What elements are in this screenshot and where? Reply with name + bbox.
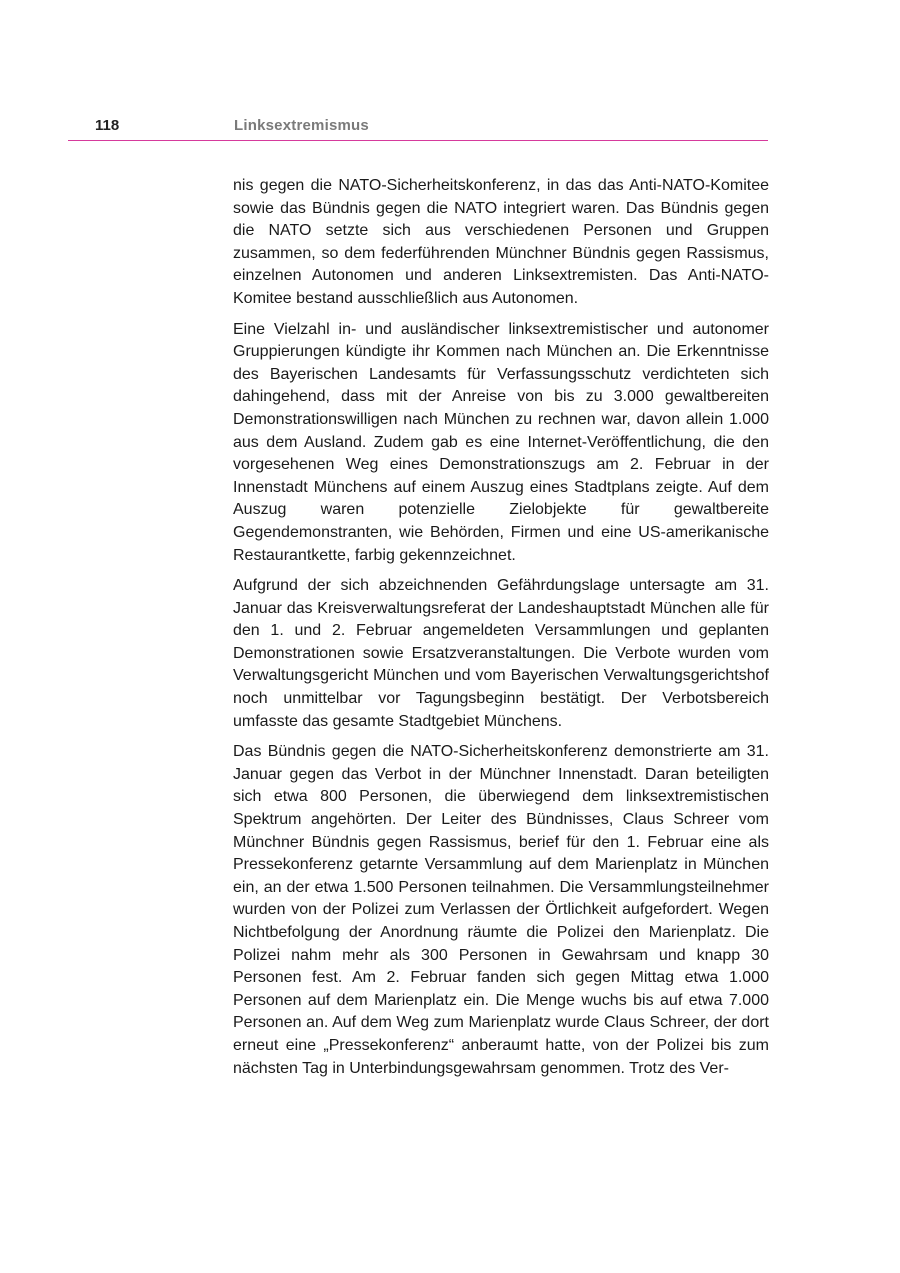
paragraph: Aufgrund der sich abzeichnenden Gefährdungslage untersagte am 31. Januar das Kreisverwaltungsreferat der Landeshauptstadt München alle für den 1. und 2. Februar angemeldeten Versammlungen und geplanten Demonstrationen sowie Ersatzveranstaltungen. Die Verbote wurden vom Verwaltungsgericht München und vom Bayerischen Verwaltungsgerichtshof noch unmittelbar vor Tagungsbeginn bestätigt. Der Verbotsbereich umfasste das gesamte Stadtgebiet Münchens.	[233, 577, 769, 730]
body-text	[233, 175, 769, 1088]
page-header	[68, 117, 768, 143]
header-rule	[68, 140, 768, 141]
running-title: Linksextremismus	[234, 117, 369, 134]
paragraph: Eine Vielzahl in- und ausländischer linksextremistischer und autonomer Gruppierungen kündigte ihr Kommen nach München an. Die Erkenntnisse des Bayerischen Landesamts für Verfassungsschutz verdichteten sich dahingehend, dass mit der Anreise von bis zu 3.000 gewaltbereiten Demonstrationswilligen nach München zu rechnen war, davon allein 1.000 aus dem Ausland. Zudem gab es eine Internet-Veröffentlichung, die den vorgesehenen Weg eines Demonstrationszugs am 2. Februar in der Innenstadt Münchens auf einem Auszug eines Stadtplans zeigte. Auf dem Auszug waren potenzielle Zielobjekte für gewaltbereite Gegendemonstranten, wie Behörden, Firmen und eine US-amerikanische Restaurantkette, farbig gekennzeichnet.	[233, 320, 769, 564]
paragraph: nis gegen die NATO-Sicherheitskonferenz, in das das Anti-NATO-Komitee sowie das Bündnis gegen die NATO integriert waren. Das Bündnis gegen die NATO setzte sich aus verschiedenen Personen und Gruppen zusammen, so dem federführenden Münchner Bündnis gegen Rassismus, einzelnen Autonomen und anderen Linksextremisten. Das Anti-NATO-Komitee bestand ausschließlich aus Autonomen.	[233, 177, 769, 307]
page-number: 118	[95, 117, 120, 134]
paragraph: Das Bündnis gegen die NATO-Sicherheitskonferenz demonstrierte am 31. Januar gegen das Verbot in der Münchner Innenstadt. Daran beteiligten sich etwa 800 Personen, die überwiegend dem linksextremistischen Spektrum angehörten. Der Leiter des Bündnisses, Claus Schreer vom Münchner Bündnis gegen Rassismus, berief für den 1. Februar eine als Pressekonferenz getarnte Versammlung auf dem Marienplatz in München ein, an der etwa 1.500 Personen teilnahmen. Die Versammlungsteilnehmer wurden von der Polizei zum Verlassen der Örtlichkeit aufgefordert. Wegen Nichtbefolgung der Anordnung räumte die Polizei den Marienplatz. Die Polizei nahm mehr als 300 Personen in Gewahrsam und knapp 30 Personen fest. Am 2. Februar fanden sich gegen Mittag etwa 1.000 Personen auf dem Marienplatz ein. Die Menge wuchs bis auf etwa 7.000 Personen an. Auf dem Weg zum Marienplatz wurde Claus Schreer, der dort erneut eine „Pressekonferenz“ anberaumt hatte, von der Polizei bis zum nächsten Tag in Unterbindungsgewahrsam genommen. Trotz des Ver-	[233, 743, 769, 1077]
